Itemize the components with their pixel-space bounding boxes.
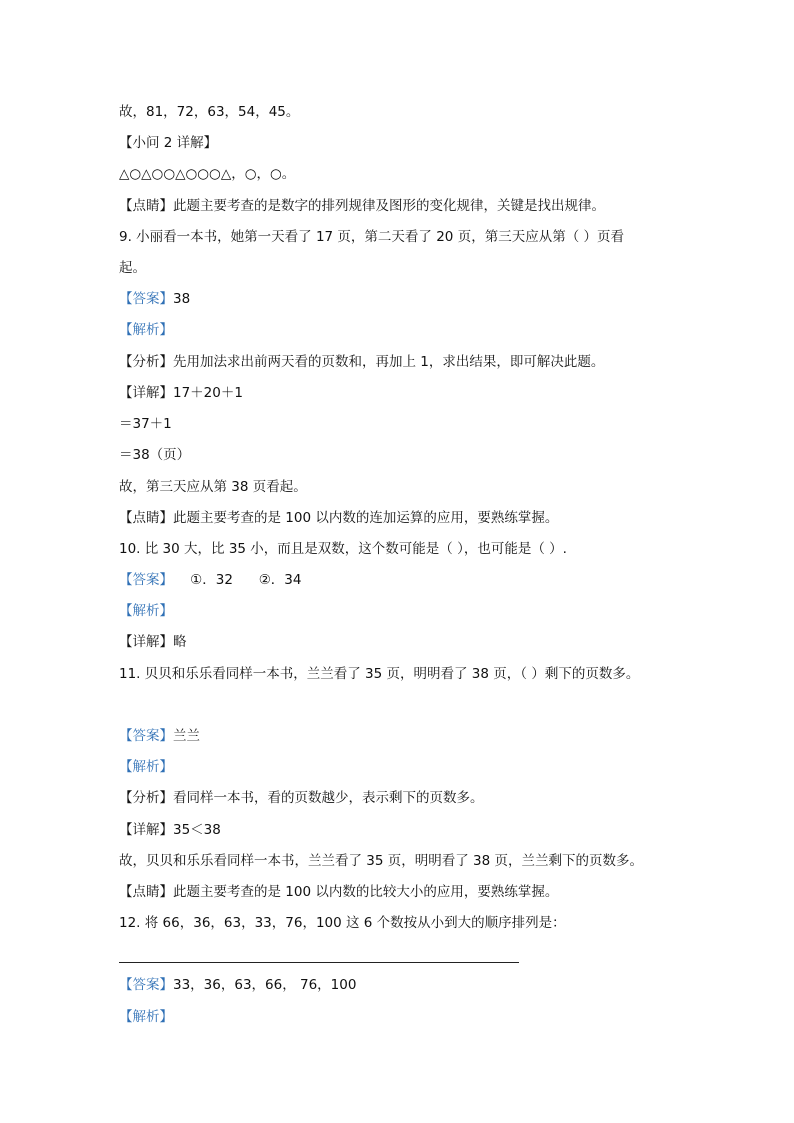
answer-tag: 【答案】 (119, 291, 173, 307)
detail-line: 【详解】17＋20＋1 (119, 385, 243, 401)
calc-line: ＝37＋1 (119, 416, 172, 432)
conclusion-line: 故，第三天应从第 38 页看起。 (119, 479, 307, 495)
analysis-tag-line (119, 602, 173, 620)
remark-line: 【点睛】此题主要考查的是 100 以内数的连加运算的应用，要熟练掌握。 (119, 510, 559, 526)
answer-value: 兰兰 (173, 728, 200, 744)
analysis-line: 【分析】先用加法求出前两天看的页数和，再加上 1，求出结果，即可解决此题。 (119, 354, 605, 370)
shape-sequence: △○△○○△○○○△，○，○。 (119, 166, 296, 182)
answer-value: 38 (173, 291, 191, 307)
section-heading: 【小问 2 详解】 (119, 135, 218, 151)
answer-tag: 【答案】 (119, 728, 173, 744)
answer-blank-line (119, 962, 519, 963)
answer-tag: 【答案】 (119, 977, 173, 993)
conclusion-line: 故，贝贝和乐乐看同样一本书，兰兰看了 35 页，明明看了 38 页，兰兰剩下的页数多。 (119, 853, 644, 869)
analysis-tag: 【解析】 (119, 759, 173, 775)
calc-line: ＝38（页） (119, 447, 191, 463)
analysis-tag: 【解析】 (119, 603, 173, 619)
question-12: 12. 将 66，36，63，33，76，100 这 6 个数按从小到大的顺序排列是： (119, 915, 566, 931)
text-line: 故，81，72，63，54，45。 (119, 104, 300, 120)
answer-line (119, 571, 301, 589)
answer-line (119, 727, 200, 745)
remark-line: 【点睛】此题主要考查的是数字的排列规律及图形的变化规律，关键是找出规律。 (119, 198, 605, 214)
answer-line (119, 290, 190, 308)
question-10: 10. 比 30 大，比 35 小，而且是双数，这个数可能是（ ），也可能是（ ）. (119, 541, 567, 557)
analysis-tag: 【解析】 (119, 1009, 173, 1025)
question-11: 11. 贝贝和乐乐看同样一本书，兰兰看了 35 页，明明看了 38 页，（ ）剩下的页数多。 (119, 666, 640, 682)
analysis-tag-line (119, 321, 173, 339)
question-9: 9. 小丽看一本书，她第一天看了 17 页，第二天看了 20 页，第三天应从第（ ）页看 (119, 229, 624, 245)
answer-tag: 【答案】 (119, 572, 173, 588)
answer-value: ①．32 ②．34 (173, 572, 302, 588)
detail-line: 【详解】略 (119, 634, 187, 650)
question-9-cont: 起。 (119, 260, 146, 276)
remark-line: 【点睛】此题主要考查的是 100 以内数的比较大小的应用，要熟练掌握。 (119, 884, 559, 900)
answer-value: 33，36，63，66， 76，100 (173, 977, 357, 993)
analysis-tag-line (119, 758, 173, 776)
answer-line (119, 976, 356, 994)
detail-line: 【详解】35＜38 (119, 822, 221, 838)
analysis-tag: 【解析】 (119, 322, 173, 338)
analysis-line: 【分析】看同样一本书，看的页数越少，表示剩下的页数多。 (119, 790, 484, 806)
analysis-tag-line (119, 1008, 173, 1026)
